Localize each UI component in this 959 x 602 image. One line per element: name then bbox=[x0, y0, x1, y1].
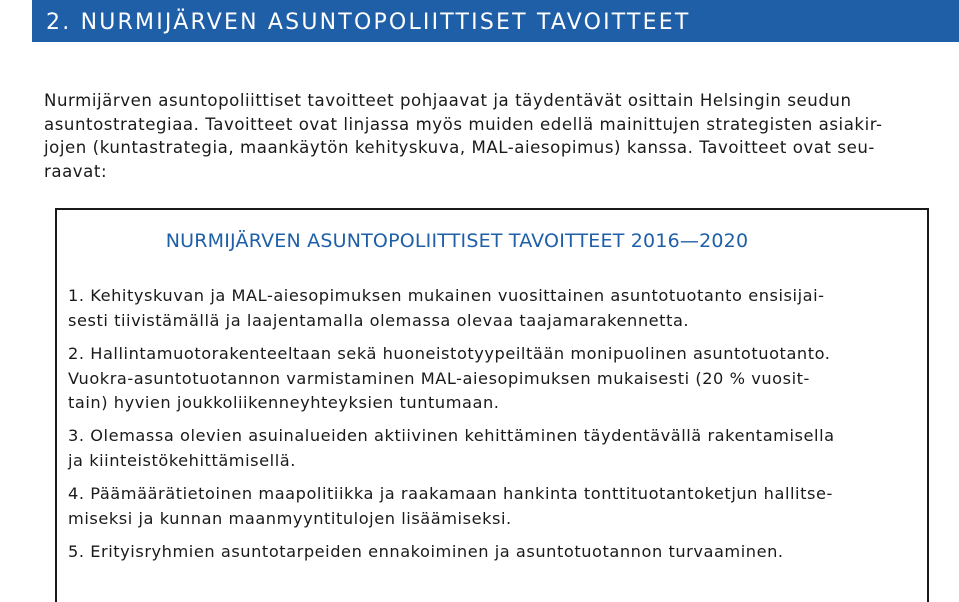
goal-line: tain) hyvien joukkoliikenneyhteyksien tuntumaan. bbox=[68, 393, 500, 412]
goal-line: 2. Hallintamuotorakenteeltaan sekä huoneistotyypeiltään monipuolinen asuntotuotanto. bbox=[68, 344, 831, 363]
goal-line: ja kiinteistökehittämisellä. bbox=[68, 450, 296, 470]
goal-item-1 bbox=[68, 284, 918, 333]
intro-line: jojen (kuntastrategia, maankäytön kehityskuva, MAL-aiesopimus) kanssa. Tavoitteet ovat seu- bbox=[44, 138, 875, 157]
goal-line: sesti tiivistämällä ja laajentamalla olemassa olevaa taajamarakennetta. bbox=[68, 310, 690, 330]
goal-item-4 bbox=[68, 482, 918, 531]
goal-line: Vuokra-asuntotuotannon varmistaminen MAL-aiesopimuksen mukaisesti (20 % vuosit- bbox=[68, 368, 810, 388]
intro-line: raavat: bbox=[44, 161, 108, 181]
section-title: 2. NURMIJÄRVEN ASUNTOPOLIITTISET TAVOITTEET bbox=[46, 10, 691, 35]
goal-line: miseksi ja kunnan maanmyyntitulojen lisäämiseksi. bbox=[68, 508, 512, 528]
goal-line: 5. Erityisryhmien asuntotarpeiden ennakoiminen ja asuntotuotannon turvaaminen. bbox=[68, 542, 784, 561]
goal-item-5 bbox=[68, 540, 918, 565]
goal-item-2 bbox=[68, 342, 918, 416]
section-header-bar bbox=[32, 0, 959, 42]
intro-paragraph bbox=[44, 89, 934, 183]
intro-line: Nurmijärven asuntopoliittiset tavoitteet pohjaavat ja täydentävät osittain Helsingin seudun bbox=[44, 91, 852, 110]
goals-box bbox=[55, 208, 929, 602]
goal-line: 4. Päämäärätietoinen maapolitiikka ja raakamaan hankinta tonttituotantoketjun hallitse- bbox=[68, 484, 833, 503]
intro-line: asuntostrategiaa. Tavoitteet ovat linjassa myös muiden edellä mainittujen strategisten asiakir- bbox=[44, 114, 883, 134]
goal-item-3 bbox=[68, 424, 918, 473]
goal-line: 1. Kehityskuvan ja MAL-aiesopimuksen mukainen vuosittainen asuntotuotanto ensisijai- bbox=[68, 286, 825, 305]
goal-line: 3. Olemassa olevien asuinalueiden aktiivinen kehittäminen täydentävällä rakentamisella bbox=[68, 426, 835, 445]
goals-title: NURMIJÄRVEN ASUNTOPOLIITTISET TAVOITTEET 2016—2020 bbox=[165, 230, 749, 252]
